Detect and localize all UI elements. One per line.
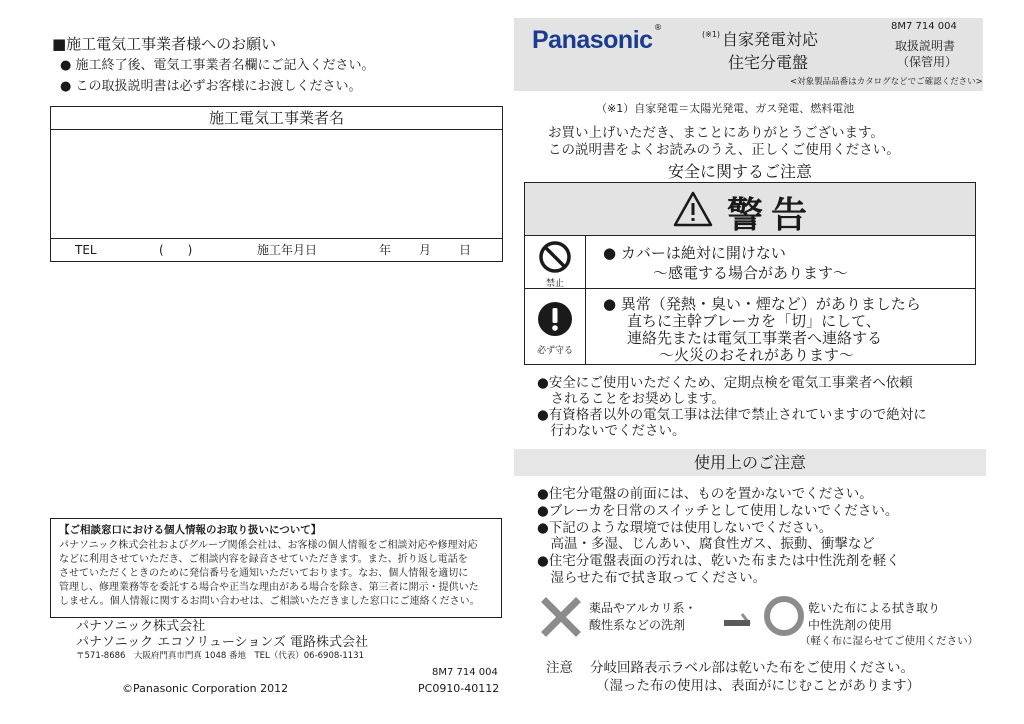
mandatory-text-3: 連絡先または電気工事業者へ連絡する bbox=[627, 329, 883, 347]
privacy-line: 管理し、修理業務等を委託する場合や正当な理由がある場合を除き、第三者に開示・提供いた bbox=[59, 582, 479, 593]
caution-text-2: （湿った布の使用は、表面がにじむことがあります） bbox=[596, 678, 920, 694]
safety-note: 行わないでください。 bbox=[537, 423, 686, 439]
prohibit-caption: 禁止 bbox=[545, 279, 564, 289]
year-label: 年 bbox=[379, 243, 392, 257]
warning-row-prohibit bbox=[525, 236, 975, 289]
safety-note: されることをお奨めします。 bbox=[537, 391, 725, 407]
safety-title: 安全に関するご注意 bbox=[668, 162, 813, 181]
day-label: 日 bbox=[459, 243, 472, 257]
model-code: 8M7 714 004 bbox=[891, 21, 957, 32]
exclamation-icon bbox=[537, 301, 573, 337]
mandatory-caption: 必ず守る bbox=[536, 346, 573, 356]
left-heading: ■施工電気工事業者様へのお願い bbox=[52, 35, 277, 53]
mandatory-text-2: 直ちに主幹ブレーカを「切」にして、 bbox=[627, 312, 881, 330]
usage-item: ●ブレーカを日常のスイッチとして使用しないでください。 bbox=[537, 503, 899, 519]
company-address: 〒571-8686 大阪府門真市門真 1048 番地 TEL（代表）06-6908-1131 bbox=[76, 651, 364, 661]
privacy-line: などに利用させていただき、ご相談内容を録音させていただきます。また、折り返し電話を bbox=[59, 554, 468, 565]
warning-label: 警告 bbox=[727, 195, 816, 236]
intro-line-1: お買い上げいただき、まことにありがとうございます。 bbox=[548, 125, 884, 141]
registered-mark: ® bbox=[654, 23, 662, 32]
privacy-line: しません。個人情報に関するお問い合わせは、ご相談いただきました窓口にご連絡ください。 bbox=[59, 596, 480, 607]
arrow-right-icon bbox=[722, 608, 758, 630]
usage-item: 高温・多湿、じんあい、腐食性ガス、振動、衝撃など bbox=[537, 536, 875, 552]
cross-icon bbox=[541, 597, 581, 637]
usage-item: ●住宅分電盤表面の汚れは、乾いた布または中性洗剤を軽く bbox=[537, 553, 900, 569]
usage-title: 使用上のご注意 bbox=[514, 449, 986, 476]
product-title-2: 住宅分電盤 bbox=[728, 53, 809, 72]
brand-logo: Panasonic bbox=[532, 26, 653, 54]
circle-ok-icon bbox=[762, 594, 806, 638]
copyright: ©Panasonic Corporation 2012 bbox=[122, 682, 289, 695]
footnote-text: （※1）自家発電＝太陽光発電、ガス発電、燃料電池 bbox=[596, 102, 855, 115]
company-name-1: パナソニック株式会社 bbox=[76, 619, 206, 634]
manual-header bbox=[514, 18, 983, 91]
bad-cleaner-text-1: 薬品やアルカリ系・ bbox=[589, 601, 697, 615]
instruction-bullet-2: ● この取扱説明書は必ずお客様にお渡しください。 bbox=[60, 79, 362, 94]
instruction-bullet-1: ● 施工終了後、電気工事業者名欄にご記入ください。 bbox=[60, 58, 375, 73]
manual-label: 取扱説明書 bbox=[895, 39, 956, 53]
contractor-form-title: 施工電気工事業者名 bbox=[51, 107, 502, 130]
caution-text-1: 分岐回路表示ラベル部は乾いた布をご使用ください。 bbox=[590, 660, 914, 676]
prohibit-icon bbox=[538, 240, 572, 274]
warning-triangle-icon bbox=[673, 191, 713, 227]
safety-note: ●有資格者以外の電気工事は法律で禁止されていますので絶対に bbox=[537, 407, 927, 423]
bad-cleaner-text-2: 酸性系などの洗剤 bbox=[589, 618, 686, 632]
contractor-form bbox=[50, 106, 503, 262]
mandatory-consequence: 〜火災のおそれがあります〜 bbox=[659, 346, 855, 364]
prohibit-icon-cell bbox=[525, 236, 586, 288]
mandatory-text-1: ● 異常（発熱・臭い・煙など）がありましたら bbox=[603, 295, 921, 313]
privacy-line: パナソニック株式会社およびグループ関係会社は、お客様の個人情報をご相談対応や修理対応 bbox=[59, 540, 478, 551]
good-cleaner-text-2: 中性洗剤の使用 bbox=[808, 618, 893, 632]
contractor-form-footer bbox=[51, 238, 502, 261]
keep-label: （保管用） bbox=[897, 55, 958, 69]
company-name-2: パナソニック エコソリューションズ 電路株式会社 bbox=[76, 635, 369, 650]
privacy-title: 【ご相談窓口における個人情報のお取り扱いについて】 bbox=[59, 524, 322, 536]
good-cleaner-text-3: （軽く布に湿らせてご使用ください） bbox=[800, 635, 979, 647]
warning-table bbox=[524, 182, 976, 365]
warning-header bbox=[525, 183, 975, 236]
safety-note: ●安全にご使用いただくため、定期点検を電気工事業者へ依頼 bbox=[537, 375, 913, 391]
usage-item: 湿らせた布で拭き取ってください。 bbox=[537, 570, 767, 586]
print-code: PC0910-40112 bbox=[418, 682, 500, 695]
caution-label: 注意 bbox=[546, 660, 573, 676]
good-cleaner-text-1: 乾いた布による拭き取り bbox=[808, 601, 941, 615]
usage-item: ●下記のような環境では使用しないでください。 bbox=[537, 520, 833, 536]
mandatory-icon-cell bbox=[525, 289, 586, 364]
catalog-note: <対象製品品番はカタログなどでご確認ください> bbox=[790, 77, 983, 87]
prohibit-text: ● カバーは絶対に開けない bbox=[603, 244, 786, 262]
tel-label: TEL bbox=[75, 243, 97, 257]
privacy-line: させていただくときのために発信番号を通知いただいております。なお、個人情報を適切に bbox=[59, 568, 469, 579]
install-date-label: 施工年月日 bbox=[257, 243, 318, 257]
footnote-mark: (※1) bbox=[702, 30, 721, 39]
privacy-notice bbox=[50, 518, 502, 618]
month-label: 月 bbox=[419, 243, 432, 257]
tel-paren: ( ) bbox=[159, 243, 193, 257]
product-title-1: 自家発電対応 bbox=[722, 30, 819, 49]
intro-line-2: この説明書をよくお読みのうえ、正しくご使用ください。 bbox=[548, 142, 900, 158]
warning-row-mandatory bbox=[525, 289, 975, 364]
prohibit-consequence: 〜感電する場合があります〜 bbox=[653, 264, 849, 282]
model-code-footer: 8M7 714 004 bbox=[432, 667, 498, 678]
usage-item: ●住宅分電盤の前面には、ものを置かないでください。 bbox=[537, 486, 873, 502]
